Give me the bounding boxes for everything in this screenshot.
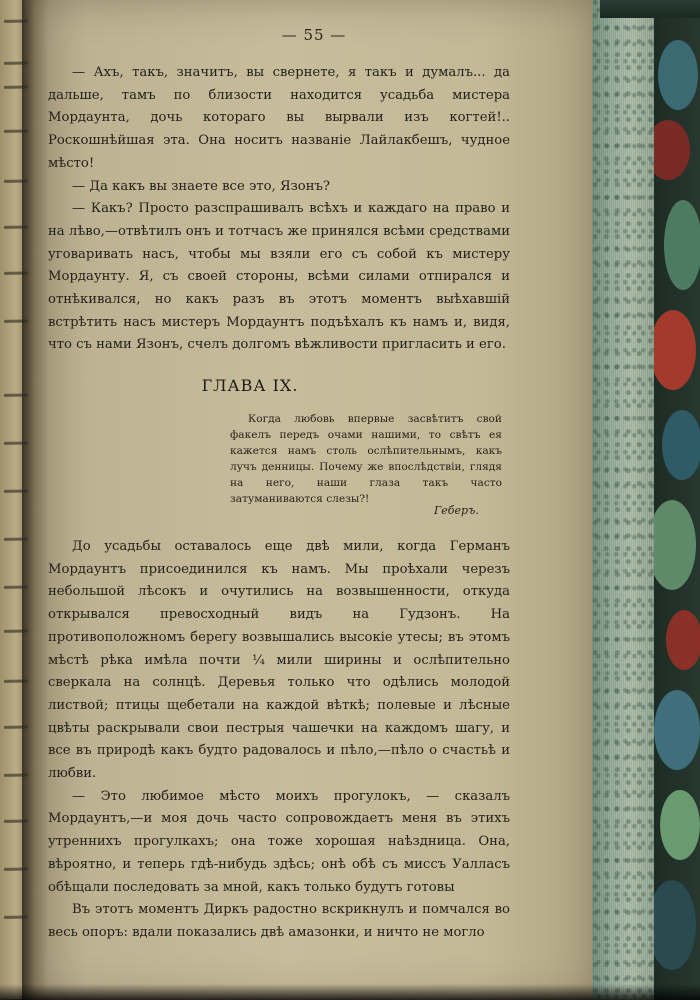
body-text-bottom xyxy=(48,536,510,945)
book-binding-top xyxy=(600,0,700,18)
book-page xyxy=(30,0,598,1000)
page-number: — 55 — xyxy=(281,26,347,44)
paragraph: — Это любимое мѣсто моихъ прогулокъ, — сказалъ Мордаунтъ,—и моя дочь часто сопровождаетъ меня въ этихъ утреннихъ прогулкахъ; она тоже хорошая наѣздница. Она, вѣроятно, и теперь гдѣ-нибудь здѣсь; онѣ обѣ съ миссъ Уалласъ обѣщали последовать за мной, какъ только будутъ готовы xyxy=(48,788,510,895)
paragraph: — Ахъ, такъ, значитъ, вы свернете, я такъ и думалъ... да дальше, тамъ по близости находится усадьба мистера Мордаунта, дочь котораго вы вырвали изъ когтей!.. Роскошнѣйшая эта. Она носитъ названіе Лайлакбешъ, чудное мѣсто! xyxy=(48,65,510,171)
page-fore-edge xyxy=(592,0,656,1000)
chapter-heading: ГЛАВА IX. xyxy=(201,376,299,395)
paragraph: Въ этотъ моментъ Диркъ радостно вскрикнулъ и помчался во весь опоръ: вдали показались двѣ амазонки, и ничто не могло xyxy=(48,902,510,940)
paragraph: — Да какъ вы знаете все это, Язонъ? xyxy=(72,178,330,194)
bottom-shadow xyxy=(0,984,700,1000)
paragraph: — Какъ? Просто разспрашивалъ всѣхъ и каждаго на право и на лѣво,—отвѣтилъ онъ и тотчасъ же принялся всѣми средствами уговаривать насъ, чтобы мы взяли его съ собой къ мистеру Мордаунту. Я, съ своей стороны, всѣми силами отпирался и отнѣкивался, но какъ разъ въ этотъ моментъ выѣхавшій встрѣтить насъ мистеръ Мордаунтъ подъѣхалъ къ намъ и, видя, что съ нами Язонъ, счелъ долгомъ вѣжливости пригласить и его. xyxy=(48,201,510,353)
book-gutter-shadow xyxy=(22,0,48,1000)
paragraph: До усадьбы оставалось еще двѣ мили, когда Германъ Мордаунтъ присоединился къ намъ. Мы проѣхали черезъ небольшой лѣсокъ и очутились на возвышенности, откуда открывался превосходный видъ на Гудзонъ. На противоположномъ берегу возвышались высокіе утесы; въ этомъ мѣстѣ рѣка имѣла почти ¼ мили ширины и ослѣпительно сверкала на солнцѣ. Деревья только что одѣлись молодой листвой; птицы щебетали на каждой вѣткѣ; полевые и лѣсные цвѣты раскрывали свои пестрыя чашечки на каждомъ шагу, и все въ природѣ какъ будто радовалось и пѣло,—пѣло о счастьѣ и любви. xyxy=(48,539,510,782)
epigraph xyxy=(230,411,502,507)
epigraph-author: Геберъ. xyxy=(434,504,479,517)
body-text-top xyxy=(48,62,510,357)
marbled-cover xyxy=(654,0,700,1000)
epigraph-text: Когда любовь впервые засвѣтитъ свой факелъ передъ очами нашими, то свѣтъ ея кажется намъ столь ослѣпительнымъ, какъ лучъ денницы. Почему же впослѣдствіи, глядя на него, наши глаза такъ часто затуманиваются слезы?! xyxy=(230,413,502,505)
